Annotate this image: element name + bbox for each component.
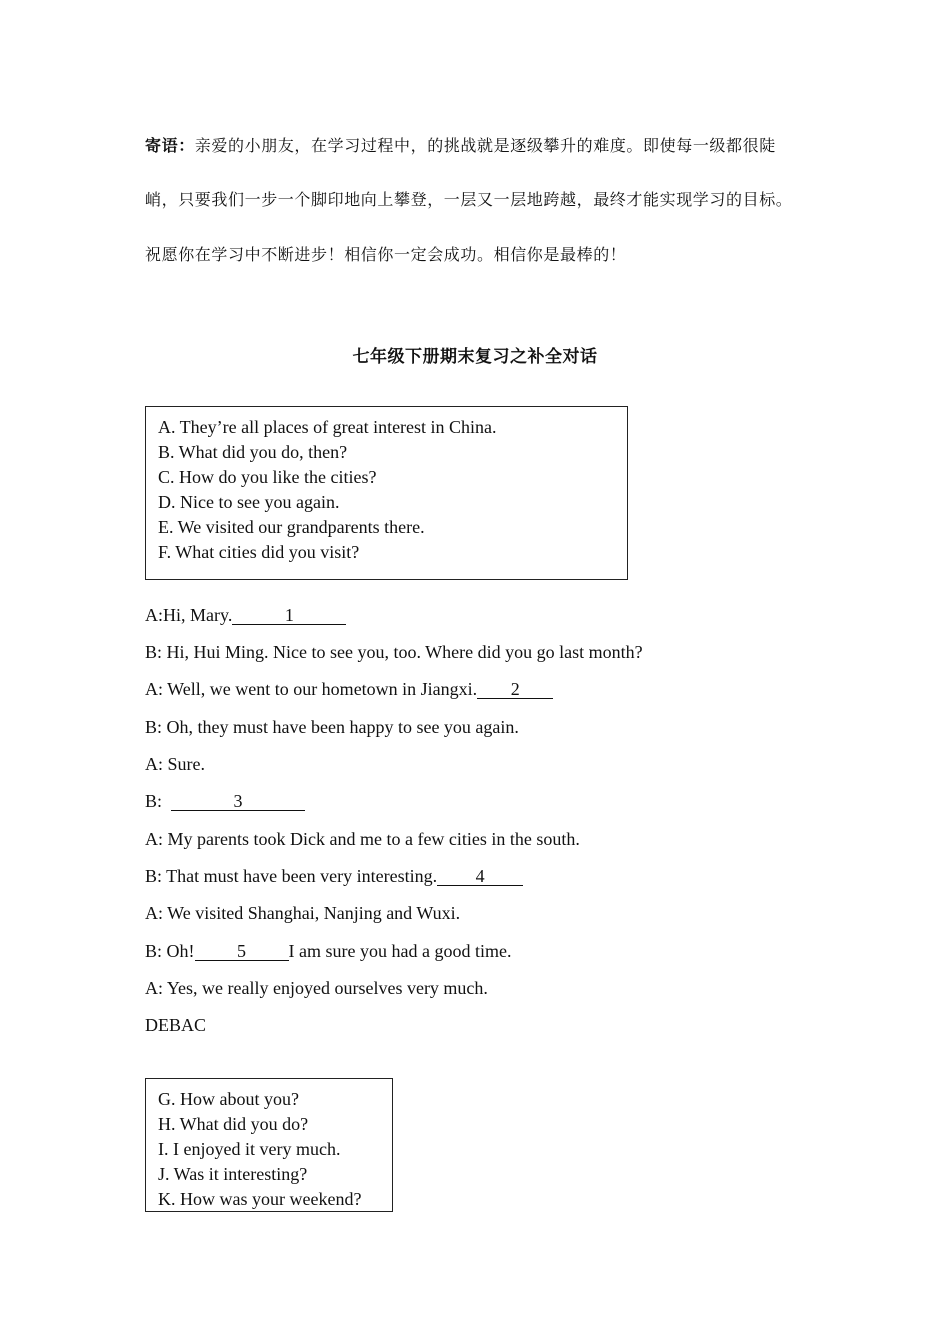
option-i: I. I enjoyed it very much.	[158, 1139, 341, 1159]
intro-label: 寄语：	[145, 136, 195, 155]
dialogue-line-2: B: Hi, Hui Ming. Nice to see you, too. Where did you go last month?	[145, 642, 643, 662]
blank-2: 2	[477, 680, 553, 699]
option-f: F. What cities did you visit?	[158, 542, 360, 562]
dialogue-line-1: A:Hi, Mary. 1	[145, 605, 346, 626]
dialogue-line-8: B: That must have been very interesting. 4	[145, 866, 523, 887]
dialogue-line-11: A: Yes, we really enjoyed ourselves very much.	[145, 978, 488, 998]
option-g: G. How about you?	[158, 1089, 299, 1109]
option-b: B. What did you do, then?	[158, 442, 348, 462]
options-box-2	[145, 1078, 393, 1212]
dialogue-line-5: A: Sure.	[145, 754, 205, 774]
blank-3: 3	[171, 792, 305, 811]
intro-line-1	[145, 133, 776, 156]
dialogue-line-6: B: 3	[145, 791, 305, 812]
intro-text-1: 亲爱的小朋友，在学习过程中，的挑战就是逐级攀升的难度。即使每一级都很陡	[194, 136, 776, 155]
option-k: K. How was your weekend?	[158, 1189, 362, 1209]
option-c: C. How do you like the cities?	[158, 467, 377, 487]
options-box-1	[145, 406, 628, 580]
blank-1: 1	[232, 606, 346, 625]
blank-4: 4	[437, 867, 523, 886]
dialogue-line-10: B: Oh! 5 I am sure you had a good time.	[145, 941, 512, 961]
option-e: E. We visited our grandparents there.	[158, 517, 425, 537]
option-h: H. What did you do?	[158, 1114, 309, 1134]
blank-5: 5	[195, 942, 289, 961]
option-d: D. Nice to see you again.	[158, 492, 340, 512]
intro-line-2: 峭，只要我们一步一个脚印地向上攀登，一层又一层地跨越，最终才能实现学习的目标。	[145, 190, 793, 209]
intro-line-3: 祝愿你在学习中不断进步！相信你一定会成功。相信你是最棒的！	[145, 245, 627, 264]
dialogue-line-4: B: Oh, they must have been happy to see you again.	[145, 717, 519, 737]
page-title: 七年级下册期末复习之补全对话	[352, 347, 598, 367]
dialogue-line-9: A: We visited Shanghai, Nanjing and Wuxi.	[145, 903, 461, 923]
option-j: J. Was it interesting?	[158, 1164, 308, 1184]
option-a: A. They’re all places of great interest in China.	[158, 417, 497, 437]
answer-key: DEBAC	[145, 1015, 207, 1035]
dialogue-line-3: A: Well, we went to our hometown in Jiangxi. 2	[145, 679, 553, 700]
dialogue-line-7: A: My parents took Dick and me to a few cities in the south.	[145, 829, 580, 849]
